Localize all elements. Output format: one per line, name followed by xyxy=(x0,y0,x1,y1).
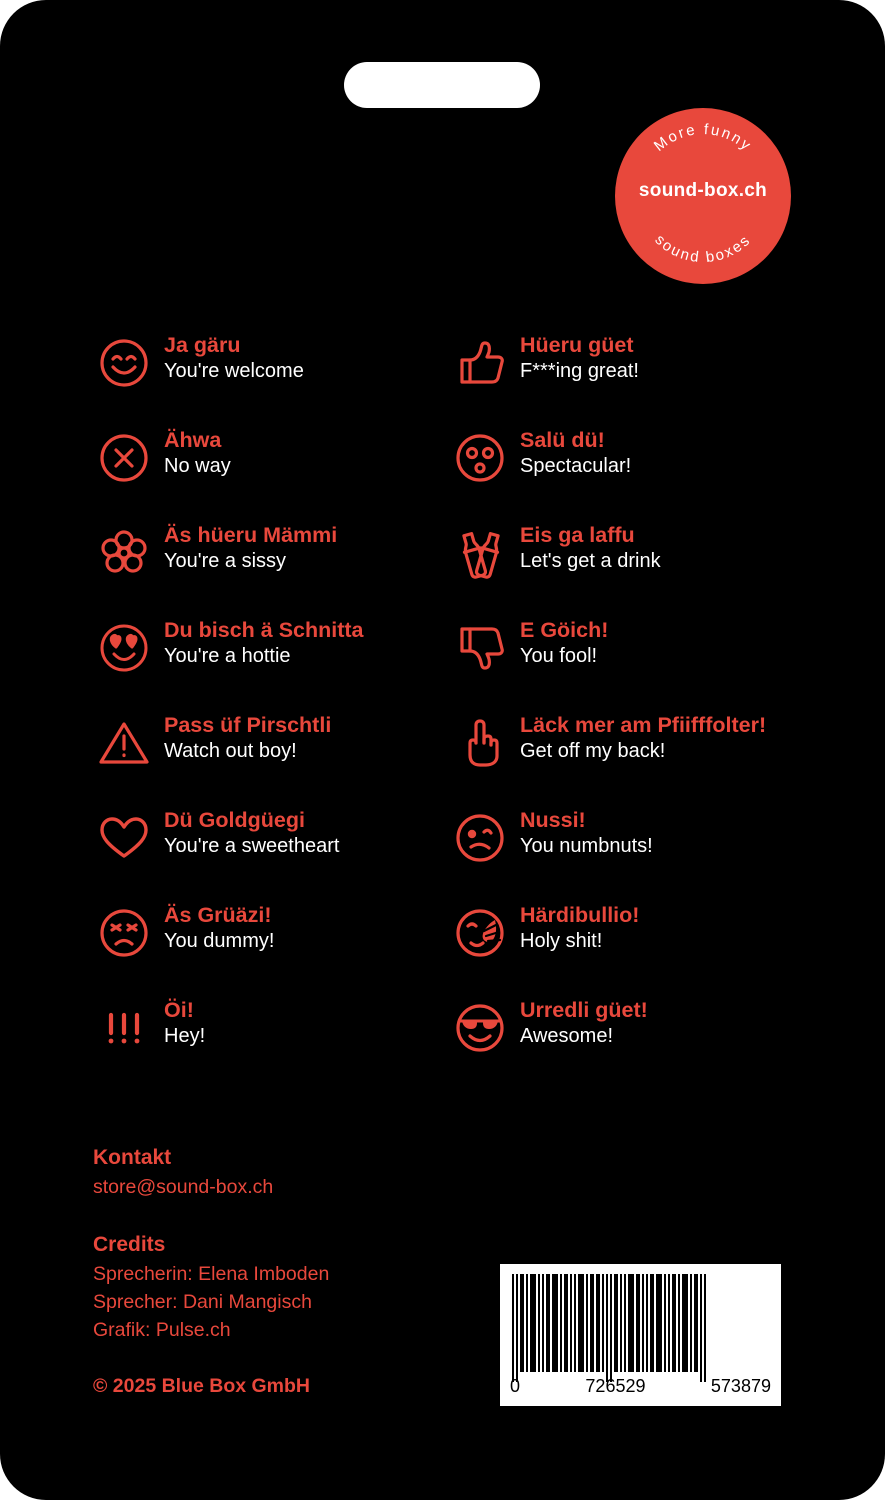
phrase-item xyxy=(449,805,803,900)
phrase-translation: You numbnuts! xyxy=(520,835,653,857)
phrase-text xyxy=(511,615,608,670)
barcode xyxy=(500,1264,781,1406)
phrase-item xyxy=(93,520,449,615)
phrase-translation: Let's get a drink xyxy=(520,550,661,572)
beer-bottles-icon xyxy=(449,522,511,584)
phrase-item xyxy=(93,710,449,805)
phrase-title: Äs hüeru Mämmi xyxy=(164,523,338,547)
website-sticker[interactable] xyxy=(615,108,791,284)
phrase-title: Du bisch ä Schnitta xyxy=(164,618,364,642)
credits-line: Sprecherin: Elena Imboden xyxy=(93,1263,330,1285)
phrase-item xyxy=(449,900,803,995)
phrase-translation: Spectacular! xyxy=(520,455,632,477)
phrase-title: Urredli güet! xyxy=(520,998,648,1022)
phrase-text xyxy=(511,710,766,765)
contact-email[interactable]: store@sound-box.ch xyxy=(93,1176,274,1198)
footer-info xyxy=(93,1143,329,1344)
phrase-item xyxy=(93,900,449,995)
phrase-title: Äs Grüäzi! xyxy=(164,903,272,927)
copyright-text: © 2025 Blue Box GmbH xyxy=(93,1375,311,1397)
facepalm-face-icon xyxy=(449,902,511,964)
phrase-translation: You dummy! xyxy=(164,930,275,952)
phrase-title: Dü Goldgüegi xyxy=(164,808,305,832)
phrase-translation: Get off my back! xyxy=(520,740,666,762)
phrase-text xyxy=(511,805,653,860)
confused-face-icon xyxy=(449,807,511,869)
phrase-text xyxy=(511,425,631,480)
phrase-item xyxy=(449,520,803,615)
thumbs-up-icon xyxy=(449,332,511,394)
thumbs-down-icon xyxy=(449,617,511,679)
phrase-title: Härdibullio! xyxy=(520,903,640,927)
phrase-item xyxy=(93,615,449,710)
spacer xyxy=(93,1201,329,1230)
phrase-item xyxy=(93,995,449,1090)
phrase-translation: You're welcome xyxy=(164,360,304,382)
credits-line: Grafik: Pulse.ch xyxy=(93,1319,231,1341)
credits-line: Sprecher: Dani Mangisch xyxy=(93,1291,312,1313)
phrase-title: Pass üf Pirschtli xyxy=(164,713,332,737)
phrase-translation: You're a hottie xyxy=(164,645,291,667)
barcode-digits xyxy=(510,1376,771,1397)
phrase-text xyxy=(511,900,639,955)
sticker-brand-label: sound-box.ch xyxy=(638,180,768,201)
sunglasses-face-icon xyxy=(449,997,511,1059)
phrase-text xyxy=(155,330,304,385)
phrase-text xyxy=(155,900,274,955)
phrase-text xyxy=(155,615,364,670)
exclamation-marks-icon xyxy=(93,997,155,1059)
warning-triangle-icon xyxy=(93,712,155,774)
phrase-text xyxy=(155,710,331,765)
x-circle-icon xyxy=(93,427,155,489)
phrase-item xyxy=(449,995,803,1090)
astonished-face-icon xyxy=(449,427,511,489)
phrase-translation: Watch out boy! xyxy=(164,740,297,762)
phrase-text xyxy=(155,425,231,480)
phrase-title: Nussi! xyxy=(520,808,586,832)
phrase-text xyxy=(511,520,661,575)
heart-icon xyxy=(93,807,155,869)
phrase-title: Ja gäru xyxy=(164,333,241,357)
phrase-item xyxy=(449,425,803,520)
phrase-text xyxy=(155,520,337,575)
phrase-translation: F***ing great! xyxy=(520,360,639,382)
phrase-translation: No way xyxy=(164,455,231,477)
phrase-title: E Göich! xyxy=(520,618,609,642)
middle-finger-icon xyxy=(449,712,511,774)
phrase-item xyxy=(93,805,449,900)
phrase-item xyxy=(449,330,803,425)
sticker-bottom-arc: sound boxes xyxy=(651,231,755,267)
barcode-group-one: 726529 xyxy=(585,1376,646,1396)
smiling-face-icon xyxy=(93,332,155,394)
phrase-translation: You fool! xyxy=(520,645,598,667)
phrase-text xyxy=(511,330,639,385)
barcode-group-two: 573879 xyxy=(710,1376,771,1396)
phrase-title: Hüeru güet xyxy=(520,333,634,357)
phrase-list xyxy=(93,330,803,1090)
heart-eyes-face-icon xyxy=(93,617,155,679)
credits-heading: Credits xyxy=(93,1233,166,1256)
flower-icon xyxy=(93,522,155,584)
phrase-item xyxy=(449,615,803,710)
phrase-title: Ähwa xyxy=(164,428,222,452)
phrase-translation: Hey! xyxy=(164,1025,206,1047)
phrase-item xyxy=(93,330,449,425)
phrase-translation: You're a sweetheart xyxy=(164,835,340,857)
phrase-translation: Holy shit! xyxy=(520,930,603,952)
contact-heading: Kontakt xyxy=(93,1146,172,1169)
phrase-text xyxy=(511,995,648,1050)
phrase-text xyxy=(155,995,205,1050)
phrase-translation: Awesome! xyxy=(520,1025,614,1047)
phrase-item xyxy=(449,710,803,805)
phrase-translation: You're a sissy xyxy=(164,550,287,572)
phrase-title: Läck mer am Pfiifffolter! xyxy=(520,713,767,737)
phrase-text xyxy=(155,805,339,860)
angry-face-icon xyxy=(93,902,155,964)
barcode-left-digit: 0 xyxy=(510,1376,521,1396)
hang-tab-hole xyxy=(344,62,540,108)
phrase-item xyxy=(93,425,449,520)
phrase-title: Öi! xyxy=(164,998,194,1022)
phrase-title: Salü dü! xyxy=(520,428,605,452)
phrase-title: Eis ga laffu xyxy=(520,523,635,547)
barcode-bars xyxy=(512,1274,708,1372)
sticker-top-arc: More funny xyxy=(650,120,756,156)
